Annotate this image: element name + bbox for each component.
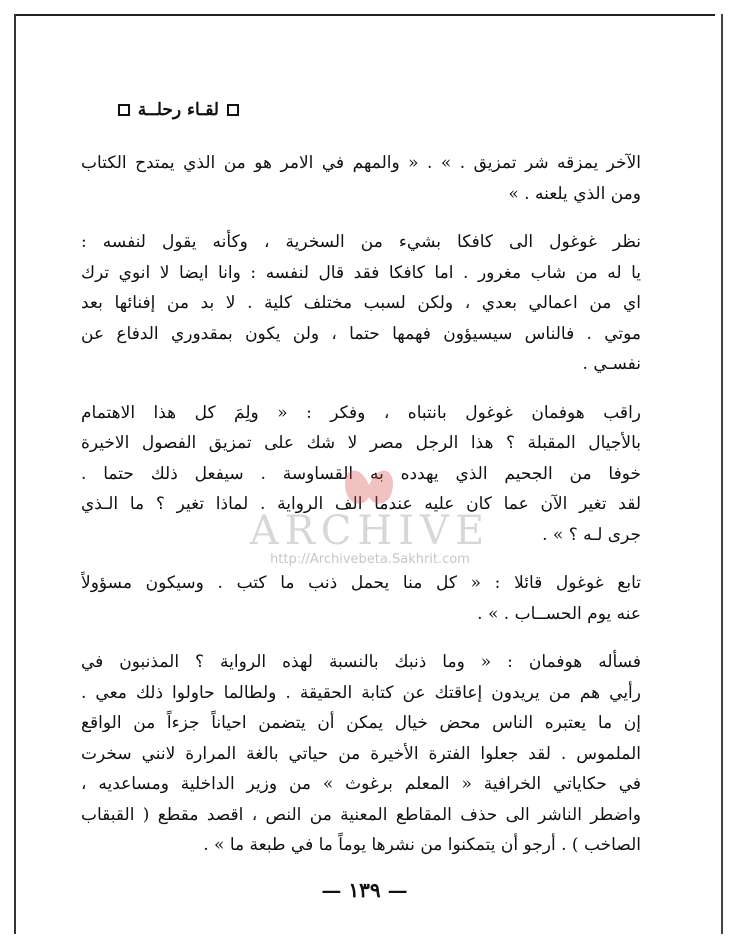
- square-ornament-icon: [118, 104, 130, 116]
- text-line: الآخر يمزقه شر تمزيق . » . « والمهم في الامر هو من الذي يمتدح الكتاب: [81, 153, 641, 173]
- page-border-top: [14, 14, 715, 16]
- paragraph: [81, 227, 641, 380]
- text-line: جرى لـه ؟ » .: [542, 524, 641, 545]
- page-border-left: [14, 14, 16, 934]
- text-line: نفسـي .: [582, 354, 641, 374]
- text-line: موتي . فالناس سيسيؤون فهمها حتما ، ولن يكون بمقدوري الدفاع عن: [81, 323, 641, 344]
- text-line: نظر غوغول الى كافكا بشيء من السخرية ، وكأنه يقول لنفسه :: [81, 232, 641, 252]
- text-line: عنه يوم الحســاب . » .: [477, 603, 641, 624]
- text-line: اي من اعمالي بعدي ، ولكن لسبب مختلف كلية . لا بد من إفنائها بعد: [81, 293, 641, 313]
- body-text: [81, 148, 641, 879]
- square-ornament-icon: [227, 104, 239, 116]
- paragraph: [81, 647, 641, 861]
- page-number: — ١٣٩ —: [321, 878, 408, 902]
- running-header: [118, 100, 239, 120]
- text-line: فسأله هوفمان : « وما ذنبك بالنسبة لهذه الرواية ؟ المذنبون في: [81, 652, 641, 672]
- header-title: لقـاء رحلــة: [137, 100, 219, 120]
- text-line: إن ما يعتبره الناس محض خيال يمكن أن يتضمن احياناً جزءاً من الواقع: [81, 713, 641, 733]
- page-border-right: [721, 14, 723, 934]
- text-line: يا له من شاب مغرور . اما كافكا فقد قال لنفسه : وانا ايضا لا انوي ترك: [81, 262, 641, 283]
- text-line: لقد تغير الآن عما كان عليه عندما الف الرواية . لماذا تغير ؟ ما الـذي: [81, 494, 641, 514]
- text-line: الصاخب ) . أرجو أن يتمكنوا من نشرها يوماً ما في طبعة ما » .: [203, 835, 641, 855]
- paragraph: [81, 568, 641, 629]
- text-line: ومن الذي يلعنه . »: [508, 183, 641, 204]
- text-line: بالأجيال المقبلة ؟ هذا الرجل مصر لا شك على تمزيق الفصول الاخيرة: [81, 433, 641, 453]
- text-line: خوفا من الجحيم الذي يهدده به القساوسة . سيفعل ذلك حتما .: [81, 463, 641, 484]
- watermark-url: http://Archivebeta.Sakhrit.com: [270, 552, 470, 567]
- paragraph: [81, 148, 641, 209]
- text-line: تابع غوغول قائلا : « كل منا يحمل ذنب ما كتب . وسيكون مسؤولاً: [81, 573, 641, 593]
- watermark-title: ARCHIVE: [249, 508, 491, 554]
- text-line: واضطر الناشر الى حذف المقاطع المعنية من النص ، اقصد مقطع ( القبقاب: [81, 804, 641, 825]
- text-line: في حكاياتي الخرافية « المعلم برغوث » من وزير الداخلية ومساعديه ،: [81, 774, 641, 794]
- text-line: الملموس . لقد جعلوا الفترة الأخيرة من حياتي بالغة المرارة لانني سخرت: [81, 743, 641, 764]
- paragraph: [81, 398, 641, 554]
- text-line: رأيي هم من يريدون إعاقتك عن كتابة الحقيقة . ولطالما حاولوا ذلك معي .: [81, 682, 641, 703]
- text-line: راقب هوفمان غوغول بانتباه ، وفكر : « ولِمَ كل هذا الاهتمام: [81, 402, 641, 423]
